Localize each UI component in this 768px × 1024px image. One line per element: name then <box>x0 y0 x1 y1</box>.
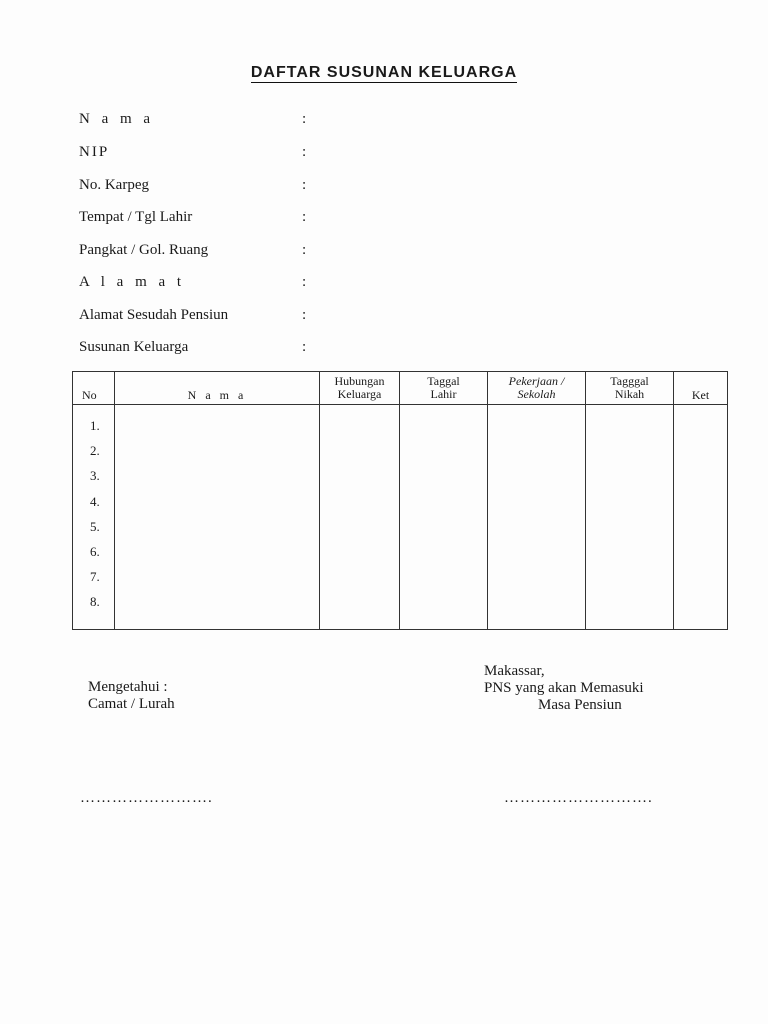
field-colon: : <box>302 274 307 290</box>
header-tanggal-nikah-line1: Tagggal <box>610 374 649 388</box>
signature-line-right: ………………………. <box>504 790 653 806</box>
field-label: NIP <box>79 144 110 160</box>
cell-nama <box>115 405 320 630</box>
header-hubungan <box>320 372 400 405</box>
header-tanggal-lahir <box>400 372 488 405</box>
field-label: Pangkat / Gol. Ruang <box>79 242 209 258</box>
field-colon: : <box>302 307 307 323</box>
page-title-text: DAFTAR SUSUNAN KELUARGA <box>250 64 518 81</box>
row-number: 4. <box>90 493 100 509</box>
header-nama: N a m a <box>115 372 320 405</box>
row-numbers-cell <box>73 405 115 630</box>
cell-ket <box>674 405 728 630</box>
row-number: 3. <box>90 468 100 484</box>
footer-right-line2: Masa Pensiun <box>538 697 622 713</box>
cell-tanggal-lahir <box>400 405 488 630</box>
row-number: 8. <box>90 594 100 610</box>
field-label: N a m a <box>79 111 155 127</box>
header-pekerjaan <box>488 372 586 405</box>
header-ket: Ket <box>674 372 728 405</box>
footer-left-line1: Mengetahui : <box>88 679 168 695</box>
row-number: 7. <box>90 569 100 585</box>
header-pekerjaan-line1: Pekerjaan / <box>508 374 565 388</box>
field-label: A l a m a t <box>79 274 186 290</box>
row-number: 5. <box>90 518 100 534</box>
footer-right <box>484 663 644 714</box>
row-number: 1. <box>90 418 100 433</box>
header-no: No <box>73 372 115 405</box>
field-colon: : <box>302 339 307 355</box>
field-label: Susunan Keluarga <box>79 339 189 355</box>
row-number: 6. <box>90 544 100 560</box>
row-number: 2. <box>90 443 100 459</box>
field-label: No. Karpeg <box>79 177 149 193</box>
cell-tanggal-nikah <box>586 405 674 630</box>
header-pekerjaan-line2: Sekolah <box>517 387 556 401</box>
field-colon: : <box>302 111 307 127</box>
family-table <box>72 371 728 630</box>
page-title <box>0 64 768 82</box>
header-tanggal-lahir-line2: Lahir <box>430 387 457 401</box>
header-tanggal-lahir-line1: Taggal <box>427 374 460 388</box>
cell-hubungan <box>320 405 400 630</box>
header-hubungan-line1: Hubungan <box>334 374 385 388</box>
footer-left-line2: Camat / Lurah <box>88 696 175 712</box>
table-body-row <box>73 405 728 630</box>
field-colon: : <box>302 209 307 225</box>
footer-city: Makassar, <box>484 663 545 679</box>
field-label: Alamat Sesudah Pensiun <box>79 307 229 323</box>
field-colon: : <box>302 177 307 193</box>
field-colon: : <box>302 144 307 160</box>
row-numbers <box>73 405 114 615</box>
header-tanggal-nikah <box>586 372 674 405</box>
cell-pekerjaan <box>488 405 586 630</box>
footer-left <box>88 679 175 713</box>
table-header-row <box>73 372 728 405</box>
signature-line-left: ……………………. <box>80 790 213 806</box>
header-tanggal-nikah-line2: Nikah <box>614 387 645 401</box>
header-hubungan-line2: Keluarga <box>337 387 382 401</box>
field-colon: : <box>302 242 307 258</box>
field-label: Tempat / Tgl Lahir <box>79 209 193 225</box>
footer-right-line1: PNS yang akan Memasuki <box>484 680 644 696</box>
